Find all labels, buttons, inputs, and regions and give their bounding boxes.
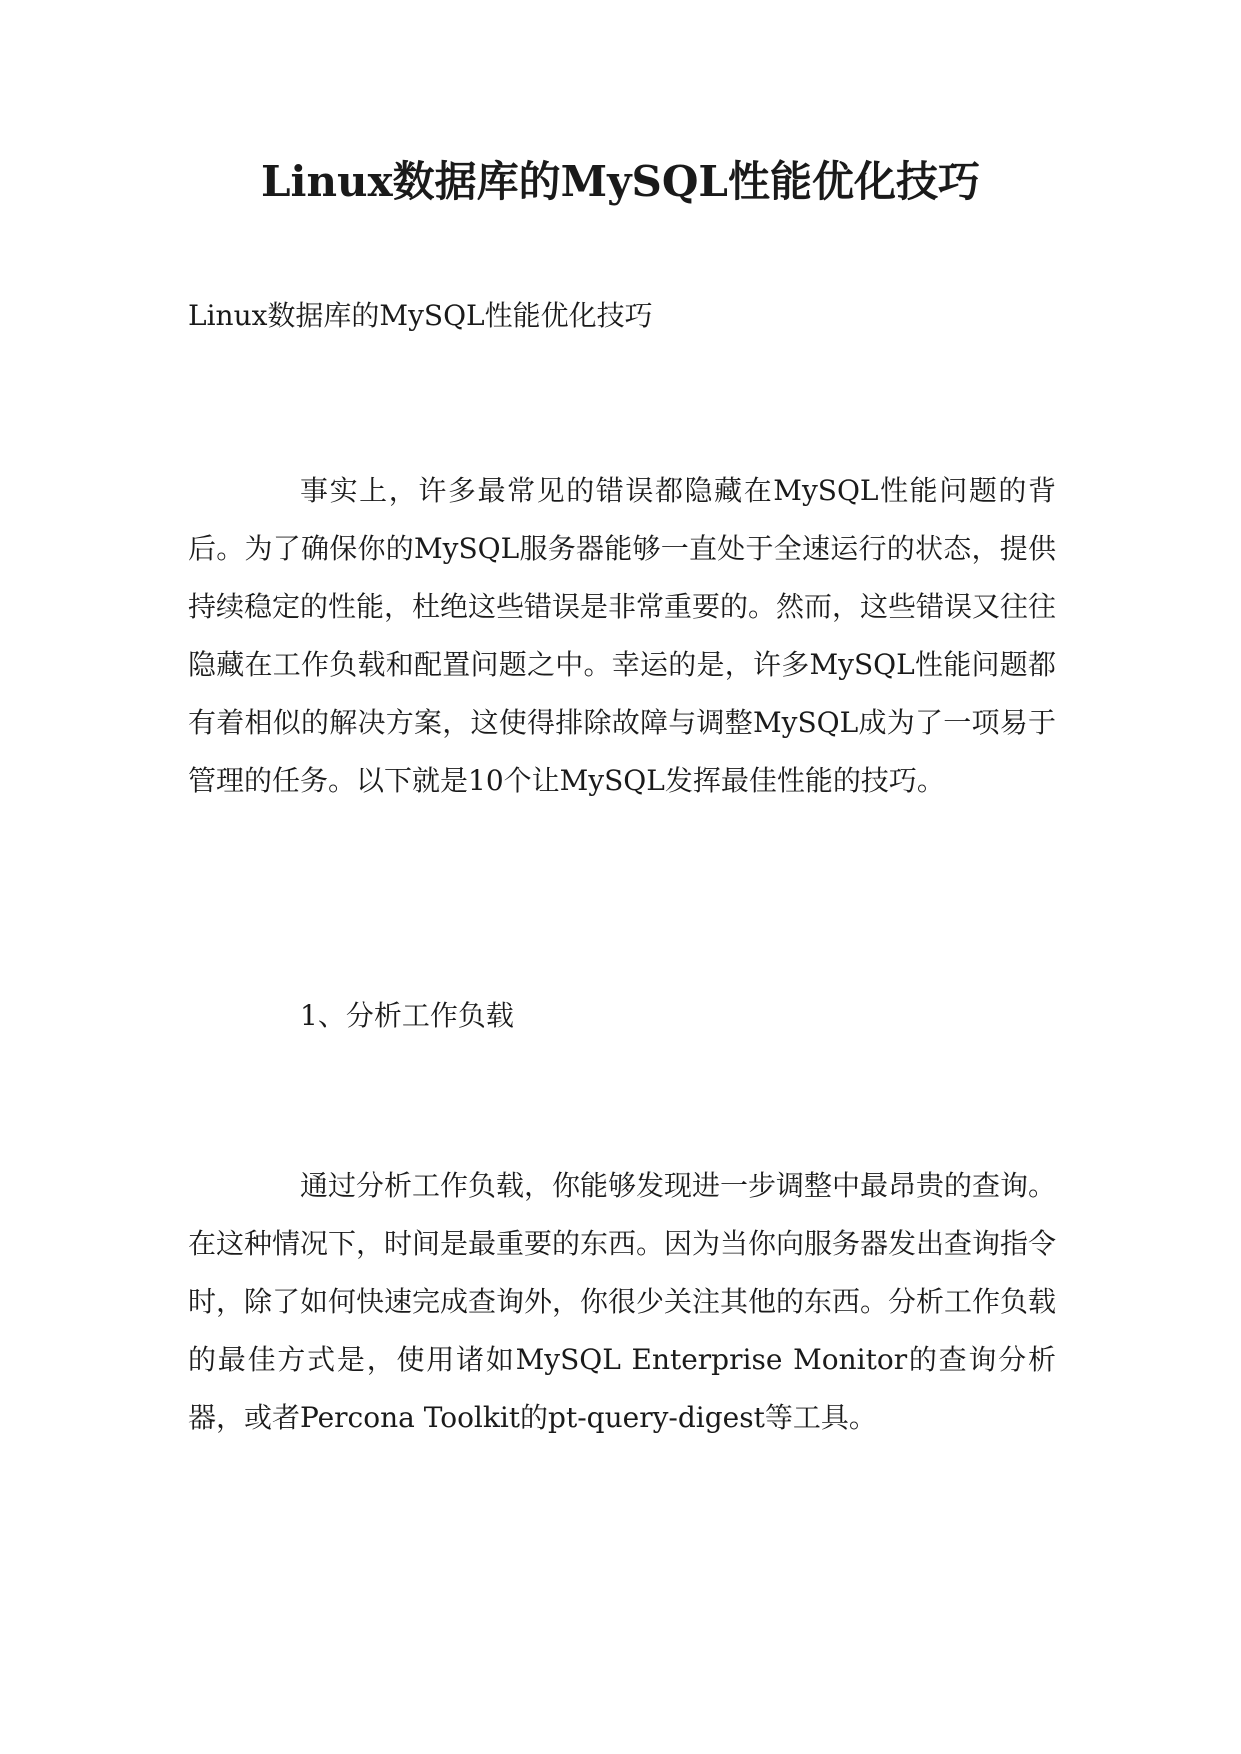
section-heading: 1、分析工作负载 [300,999,514,1032]
intro-paragraph: 事实上，许多最常见的错误都隐藏在MySQL性能问题的背后。为了确保你的MySQL服务器能够一直处于全速运行的状态，提供持续稳定的性能，杜绝这些错误是非常重要的。然而，这些错误又往往隐藏在工作负载和配置问题之中。幸运的是，许多MySQL性能问题都有着相似的解决方案，这使得排除故障与调整MySQL成为了一项易于管理的任务。以下就是10个让MySQL发挥最佳性能的技巧。 [188,474,1057,797]
document-subtitle: Linux数据库的MySQL性能优化技巧 [188,299,653,332]
section-paragraph: 通过分析工作负载，你能够发现进一步调整中最昂贵的查询。在这种情况下，时间是最重要的东西。因为当你向服务器发出查询指令时，除了如何快速完成查询外，你很少关注其他的东西。分析工作负载的最佳方式是，使用诸如MySQL Enterprise Monitor的查询分析器，或者Percona Toolkit的pt-query-digest等工具。 [188,1169,1057,1434]
document-title: Linux数据库的MySQL性能优化技巧 [261,157,980,206]
